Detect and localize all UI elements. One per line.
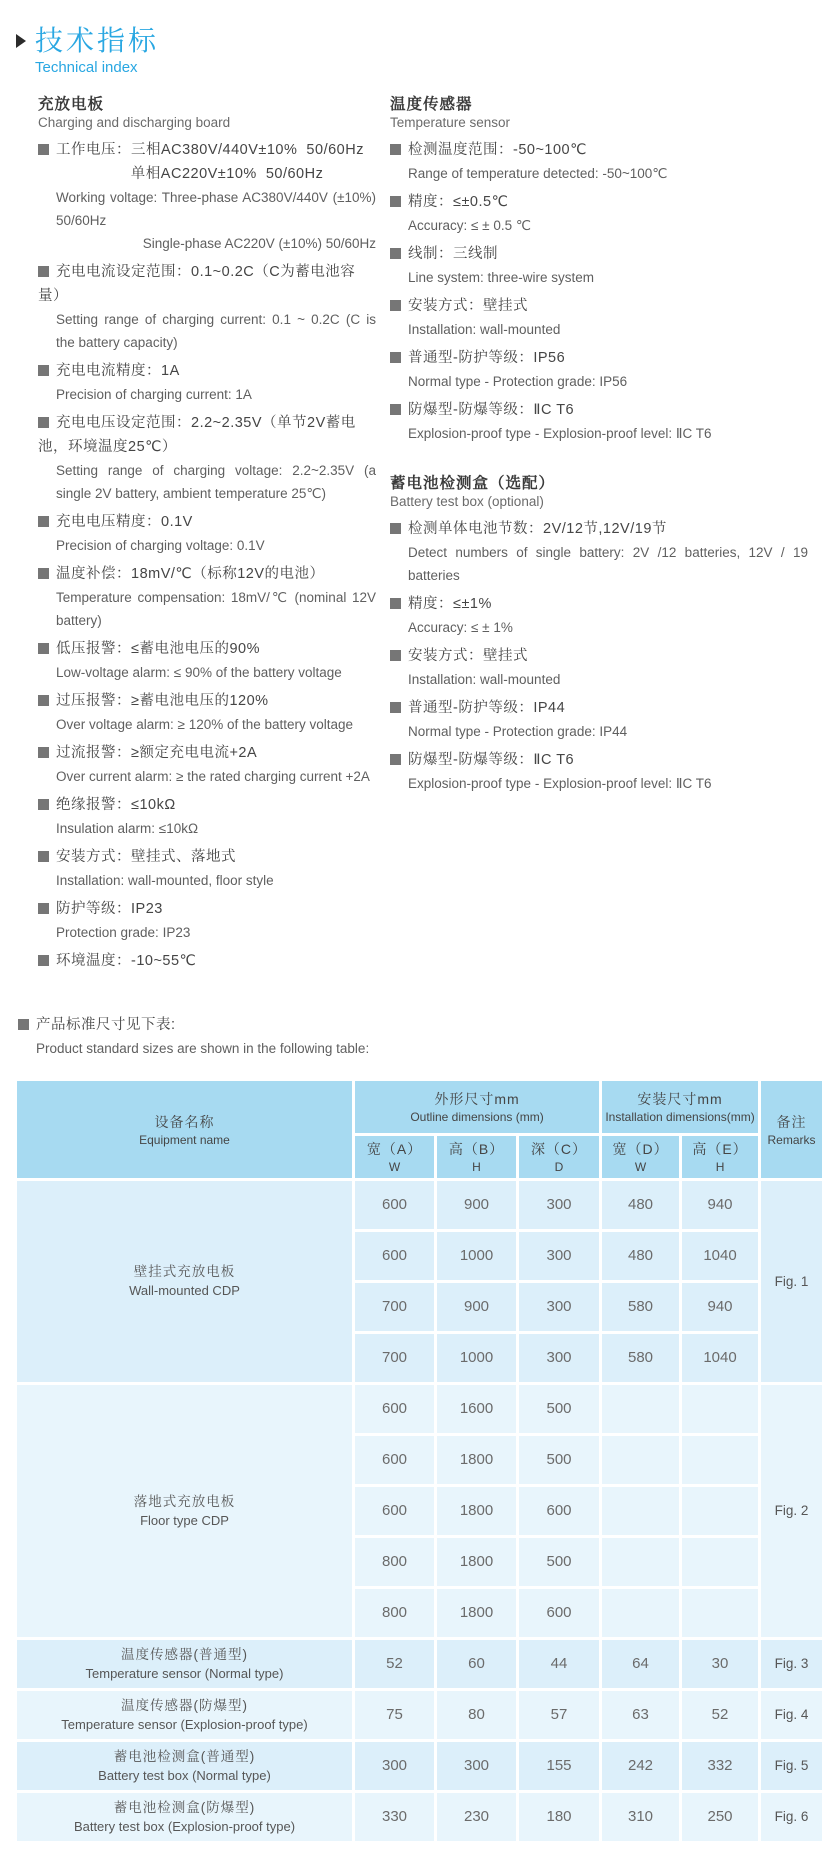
spec-line-en: Normal type - Protection grade: IP44 — [408, 723, 628, 739]
dimension-cell: 63 — [601, 1689, 681, 1740]
page-title — [14, 26, 820, 57]
col-group-outline-dimensions: 外形尺寸mm Outline dimensions (mm) — [354, 1079, 601, 1134]
dimension-cell: 580 — [601, 1332, 681, 1383]
section-heading-zh: 蓄电池检测盒（选配） — [390, 474, 556, 492]
spec-line-zh — [390, 138, 808, 162]
spec-item — [390, 242, 808, 289]
spec-line-en: Over voltage alarm: ≥ 120% of the battery voltage — [56, 716, 354, 732]
spec-text-zh: 精度：≤±1% — [408, 595, 492, 612]
spec-line-zh — [38, 897, 376, 921]
col-subheader-en: W — [388, 1160, 401, 1175]
dimension-cell: 600 — [354, 1179, 436, 1230]
bullet-square-icon — [38, 903, 49, 914]
col-subheader-en: D — [554, 1160, 564, 1175]
spec-text-zh: 防护等级：IP23 — [56, 900, 163, 917]
dimension-cell: 500 — [518, 1434, 601, 1485]
bullet-square-icon — [390, 300, 401, 311]
spec-text-zh: 检测温度范围：-50~100℃ — [408, 141, 587, 158]
col-header-remarks: 备注 Remarks — [760, 1079, 824, 1179]
spec-line-zh — [390, 398, 808, 422]
spec-line-zh — [38, 562, 376, 586]
dimension-cell: 480 — [601, 1179, 681, 1230]
spec-line-en: Explosion-proof type - Explosion-proof level: ⅡC T6 — [408, 425, 712, 441]
dimension-cell: 940 — [681, 1281, 760, 1332]
remark-cell: Fig. 4 — [760, 1689, 824, 1740]
dimension-cell: 700 — [354, 1281, 436, 1332]
dimension-cell — [681, 1485, 760, 1536]
spec-text-zh: 过压报警：≥蓄电池电压的120% — [56, 692, 269, 709]
dimension-cell: 1040 — [681, 1230, 760, 1281]
dimension-cell: 900 — [436, 1281, 518, 1332]
spec-item — [390, 398, 808, 445]
equipment-name-cell — [16, 1179, 354, 1383]
dimension-cell: 300 — [518, 1179, 601, 1230]
equipment-name-en: Battery test box (Normal type) — [98, 1767, 271, 1783]
col-subheader-2 — [518, 1134, 601, 1179]
dimension-cell: 600 — [518, 1587, 601, 1638]
size-table-body — [16, 1179, 824, 1842]
spec-text-zh: 防爆型-防爆等级：ⅡC T6 — [408, 401, 575, 418]
dimension-cell: 1000 — [436, 1332, 518, 1383]
spec-item — [38, 689, 376, 736]
dimension-cell: 250 — [681, 1791, 760, 1842]
spec-line-zh — [38, 138, 376, 162]
dimension-cell: 44 — [518, 1638, 601, 1689]
spec-line-zh — [390, 644, 808, 668]
dimension-cell: 580 — [601, 1281, 681, 1332]
equipment-name-en: Battery test box (Explosion-proof type) — [73, 1818, 296, 1834]
equipment-name-zh: 落地式充放电板 — [133, 1493, 236, 1509]
spec-line-zh — [38, 845, 376, 869]
spec-item — [390, 346, 808, 393]
spec-line-zh — [38, 162, 376, 186]
dimension-cell — [681, 1587, 760, 1638]
spec-text-zh: 精度：≤±0.5℃ — [408, 193, 509, 210]
spec-line-en: Setting range of charging voltage: 2.2~2.35V (a single 2V battery, ambient temperature 25℃) — [56, 462, 376, 501]
arrow-right-icon — [16, 34, 26, 48]
spec-line-en: Precision of charging current: 1A — [56, 386, 252, 402]
dimension-cell: 60 — [436, 1638, 518, 1689]
spec-section — [390, 92, 808, 445]
bullet-square-icon — [390, 248, 401, 259]
spec-section — [38, 92, 376, 973]
dimension-cell: 500 — [518, 1536, 601, 1587]
equipment-name-zh: 温度传感器(防爆型) — [121, 1697, 248, 1713]
table-row — [16, 1740, 824, 1791]
spec-item — [390, 294, 808, 341]
dimension-cell: 1600 — [436, 1383, 518, 1434]
dimension-cell: 230 — [436, 1791, 518, 1842]
spec-line-zh — [38, 689, 376, 713]
spec-item — [390, 696, 808, 743]
dimension-cell: 80 — [436, 1689, 518, 1740]
spec-text-zh: 工作电压：三相AC380V/440V±10% 50/60Hz — [56, 141, 364, 158]
table-row — [16, 1638, 824, 1689]
spec-text-zh: 绝缘报警：≤10kΩ — [56, 796, 176, 813]
spec-text-zh: 充电电压精度：0.1V — [56, 513, 193, 530]
bullet-square-icon — [38, 365, 49, 376]
spec-text-zh: 普通型-防护等级：IP44 — [408, 699, 566, 716]
spec-line-en: Protection grade: IP23 — [56, 924, 191, 940]
dimension-cell: 1800 — [436, 1536, 518, 1587]
dimension-cell: 800 — [354, 1536, 436, 1587]
spec-item — [38, 637, 376, 684]
spec-line-en: Line system: three-wire system — [408, 269, 595, 285]
dimension-cell: 1800 — [436, 1434, 518, 1485]
spec-line-zh — [38, 741, 376, 765]
spec-line-en: Working voltage: Three-phase AC380V/440V (±10%) 50/60Hz — [56, 189, 376, 228]
dimension-cell: 64 — [601, 1638, 681, 1689]
product-size-table — [14, 1078, 825, 1844]
dimension-cell: 1000 — [436, 1230, 518, 1281]
page-title-en: Technical index — [35, 58, 138, 76]
bullet-square-icon — [38, 417, 49, 428]
spec-item — [38, 260, 376, 354]
col-subheader-en: H — [715, 1160, 725, 1175]
col-group-installation-dimensions: 安装尺寸mm Installation dimensions(mm) — [601, 1079, 760, 1134]
spec-item — [38, 359, 376, 406]
size-table-header — [16, 1079, 824, 1179]
dimension-cell: 800 — [354, 1587, 436, 1638]
spec-line-en: Over current alarm: ≥ the rated charging current +2A — [56, 768, 370, 784]
spec-text-zh: 环境温度：-10~55℃ — [56, 952, 197, 969]
spec-line-en: Temperature compensation: 18mV/℃ (nominal 12V battery) — [56, 589, 376, 628]
spec-line-en: Low-voltage alarm: ≤ 90% of the battery voltage — [56, 664, 342, 680]
dimension-cell: 480 — [601, 1230, 681, 1281]
remark-cell: Fig. 2 — [760, 1383, 824, 1638]
equipment-name-cell — [16, 1638, 354, 1689]
dimension-cell: 500 — [518, 1383, 601, 1434]
equipment-name-cell — [16, 1791, 354, 1842]
spec-columns — [14, 92, 820, 999]
dimension-cell — [681, 1434, 760, 1485]
spec-column-right — [390, 92, 808, 999]
spec-line-zh — [38, 411, 376, 459]
spec-text-zh: 普通型-防护等级：IP56 — [408, 349, 566, 366]
spec-line-en: Setting range of charging current: 0.1 ~ 0.2C (C is the battery capacity) — [56, 311, 376, 350]
spec-line-en: Installation: wall-mounted — [408, 671, 561, 687]
spec-section — [390, 471, 808, 795]
bullet-square-icon — [390, 196, 401, 207]
spec-line-zh — [390, 592, 808, 616]
spec-text-zh: 线制：三线制 — [408, 245, 498, 262]
spec-text-zh: 防爆型-防爆等级：ⅡC T6 — [408, 751, 575, 768]
spec-line-en: Detect numbers of single battery: 2V /12 batteries, 12V / 19 batteries — [408, 544, 808, 583]
dimension-cell: 330 — [354, 1791, 436, 1842]
remark-cell: Fig. 1 — [760, 1179, 824, 1383]
spec-item — [38, 949, 376, 973]
dimension-cell: 52 — [681, 1689, 760, 1740]
spec-text-zh: 充电电流精度：1A — [56, 362, 180, 379]
dimension-cell: 600 — [354, 1230, 436, 1281]
col-subheader-3 — [601, 1134, 681, 1179]
col-subheader-zh: 深（C） — [530, 1141, 588, 1158]
dimension-cell: 900 — [436, 1179, 518, 1230]
dimension-cell: 57 — [518, 1689, 601, 1740]
dimension-cell: 940 — [681, 1179, 760, 1230]
dimension-cell: 30 — [681, 1638, 760, 1689]
spec-item — [390, 138, 808, 185]
bullet-square-icon — [38, 516, 49, 527]
spec-line-zh — [390, 294, 808, 318]
spec-text-zh: 充电电流设定范围：0.1~0.2C（C为蓄电池容量） — [38, 263, 356, 304]
bullet-square-icon — [38, 144, 49, 155]
spec-item — [38, 510, 376, 557]
spec-text-zh: 过流报警：≥额定充电电流+2A — [56, 744, 258, 761]
bullet-square-icon — [390, 598, 401, 609]
equipment-name-en: Wall-mounted CDP — [129, 1283, 240, 1299]
dimension-cell: 155 — [518, 1740, 601, 1791]
bullet-square-icon — [390, 404, 401, 415]
spec-text-zh: 安装方式：壁挂式 — [408, 647, 528, 664]
col-subheader-zh: 高（B） — [448, 1141, 505, 1158]
remark-cell: Fig. 6 — [760, 1791, 824, 1842]
dimension-cell: 52 — [354, 1638, 436, 1689]
bullet-square-icon — [390, 754, 401, 765]
bullet-square-icon — [38, 643, 49, 654]
dimension-cell — [601, 1383, 681, 1434]
section-heading-en: Battery test box (optional) — [390, 493, 544, 509]
dimension-cell: 300 — [518, 1332, 601, 1383]
spec-line-en: Range of temperature detected: -50~100℃ — [408, 165, 668, 181]
dimension-cell: 600 — [354, 1383, 436, 1434]
dimension-cell: 332 — [681, 1740, 760, 1791]
spec-line-zh — [390, 346, 808, 370]
bullet-square-icon — [38, 747, 49, 758]
dimension-cell: 1040 — [681, 1332, 760, 1383]
size-table-intro — [14, 1013, 820, 1060]
spec-line-zh — [38, 949, 376, 973]
equipment-name-cell — [16, 1383, 354, 1638]
table-row — [16, 1791, 824, 1842]
remark-cell: Fig. 3 — [760, 1638, 824, 1689]
equipment-name-cell — [16, 1740, 354, 1791]
section-heading-zh: 充放电板 — [38, 95, 105, 113]
equipment-name-zh: 蓄电池检测盒(防爆型) — [113, 1799, 256, 1815]
spec-item — [390, 592, 808, 639]
bullet-square-icon — [390, 144, 401, 155]
bullet-square-icon — [38, 851, 49, 862]
col-subheader-0 — [354, 1134, 436, 1179]
bullet-square-icon — [18, 1019, 29, 1030]
bullet-square-icon — [38, 266, 49, 277]
spec-column-left — [38, 92, 376, 999]
spec-line-en: Normal type - Protection grade: IP56 — [408, 373, 628, 389]
bullet-square-icon — [390, 650, 401, 661]
spec-line-zh — [390, 517, 808, 541]
col-subheader-zh: 宽（A） — [366, 1141, 423, 1158]
col-subheader-en: H — [472, 1160, 481, 1175]
equipment-name-en: Temperature sensor (Explosion-proof type) — [61, 1716, 308, 1732]
spec-text-zh: 安装方式：壁挂式、落地式 — [56, 848, 236, 865]
dimension-cell: 180 — [518, 1791, 601, 1842]
spec-line-en: Precision of charging voltage: 0.1V — [56, 537, 265, 553]
spec-line-zh — [390, 242, 808, 266]
col-header-equipment-name: 设备名称 Equipment name — [16, 1079, 354, 1179]
bullet-square-icon — [38, 799, 49, 810]
spec-item — [390, 748, 808, 795]
spec-item — [390, 190, 808, 237]
bullet-square-icon — [38, 695, 49, 706]
spec-line-en: Insulation alarm: ≤10kΩ — [56, 820, 199, 836]
dimension-cell: 300 — [354, 1740, 436, 1791]
dimension-cell — [681, 1536, 760, 1587]
table-row — [16, 1689, 824, 1740]
spec-line-zh — [390, 748, 808, 772]
spec-text-zh: 温度补偿：18mV/℃（标称12V的电池） — [56, 565, 325, 582]
dimension-cell: 600 — [354, 1485, 436, 1536]
spec-item — [38, 793, 376, 840]
spec-item — [38, 845, 376, 892]
size-table-intro-zh: 产品标准尺寸见下表: — [18, 1013, 820, 1037]
dimension-cell: 75 — [354, 1689, 436, 1740]
dimension-cell — [601, 1434, 681, 1485]
dimension-cell: 300 — [518, 1281, 601, 1332]
bullet-square-icon — [38, 568, 49, 579]
dimension-cell — [601, 1536, 681, 1587]
bullet-square-icon — [38, 955, 49, 966]
spec-line-zh — [38, 510, 376, 534]
spec-item — [38, 741, 376, 788]
dimension-cell — [601, 1587, 681, 1638]
spec-text-zh: 检测单体电池节数：2V/12节,12V/19节 — [408, 520, 667, 537]
dimension-cell: 300 — [436, 1740, 518, 1791]
dimension-cell: 310 — [601, 1791, 681, 1842]
col-subheader-4 — [681, 1134, 760, 1179]
spec-item — [38, 138, 376, 255]
spec-line-zh — [38, 637, 376, 661]
spec-text-zh: 单相AC220V±10% 50/60Hz — [130, 165, 324, 182]
spec-line-zh — [38, 260, 376, 308]
col-subheader-zh: 宽（D） — [612, 1141, 669, 1158]
equipment-name-zh: 壁挂式充放电板 — [133, 1264, 236, 1280]
bullet-square-icon — [390, 523, 401, 534]
spec-line-en: Single-phase AC220V (±10%) 50/60Hz — [142, 235, 376, 251]
bullet-square-icon — [390, 702, 401, 713]
spec-line-zh — [38, 793, 376, 817]
spec-text-zh: 充电电压设定范围：2.2~2.35V（单节2V蓄电池，环境温度25℃） — [38, 414, 356, 455]
remark-cell: Fig. 5 — [760, 1740, 824, 1791]
spec-line-zh — [38, 359, 376, 383]
spec-item — [390, 644, 808, 691]
spec-line-zh — [390, 696, 808, 720]
spec-line-en: Accuracy: ≤ ± 1% — [408, 619, 513, 635]
table-row — [16, 1179, 824, 1230]
section-heading-en: Charging and discharging board — [38, 114, 231, 130]
section-heading-en: Temperature sensor — [390, 114, 511, 130]
equipment-name-en: Floor type CDP — [140, 1512, 229, 1528]
col-subheader-zh: 高（E） — [692, 1141, 748, 1158]
dimension-cell: 700 — [354, 1332, 436, 1383]
spec-text-zh: 安装方式：壁挂式 — [408, 297, 528, 314]
spec-line-zh — [390, 190, 808, 214]
equipment-name-zh: 温度传感器(普通型) — [121, 1646, 248, 1662]
spec-item — [38, 562, 376, 632]
dimension-cell: 242 — [601, 1740, 681, 1791]
col-subheader-en: W — [634, 1160, 647, 1175]
bullet-square-icon — [390, 352, 401, 363]
spec-item — [38, 897, 376, 944]
dimension-cell — [601, 1485, 681, 1536]
dimension-cell: 1800 — [436, 1587, 518, 1638]
dimension-cell: 300 — [518, 1230, 601, 1281]
spec-text-zh: 低压报警：≤蓄电池电压的90% — [56, 640, 260, 657]
dimension-cell: 1800 — [436, 1485, 518, 1536]
section-heading-zh: 温度传感器 — [390, 95, 473, 113]
spec-line-en: Explosion-proof type - Explosion-proof level: ⅡC T6 — [408, 775, 712, 791]
spec-item — [390, 517, 808, 587]
size-table-intro-en: Product standard sizes are shown in the following table: — [36, 1040, 370, 1056]
spec-line-en: Installation: wall-mounted, floor style — [56, 872, 274, 888]
equipment-name-zh: 蓄电池检测盒(普通型) — [113, 1748, 256, 1764]
page-title-zh: 技术指标 — [35, 25, 160, 56]
equipment-name-en: Temperature sensor (Normal type) — [85, 1665, 284, 1681]
dimension-cell: 600 — [354, 1434, 436, 1485]
col-subheader-1 — [436, 1134, 518, 1179]
spec-item — [38, 411, 376, 505]
spec-line-en: Accuracy: ≤ ± 0.5 ℃ — [408, 217, 532, 233]
spec-line-en: Installation: wall-mounted — [408, 321, 561, 337]
equipment-name-cell — [16, 1689, 354, 1740]
table-row — [16, 1383, 824, 1434]
dimension-cell — [681, 1383, 760, 1434]
dimension-cell: 600 — [518, 1485, 601, 1536]
